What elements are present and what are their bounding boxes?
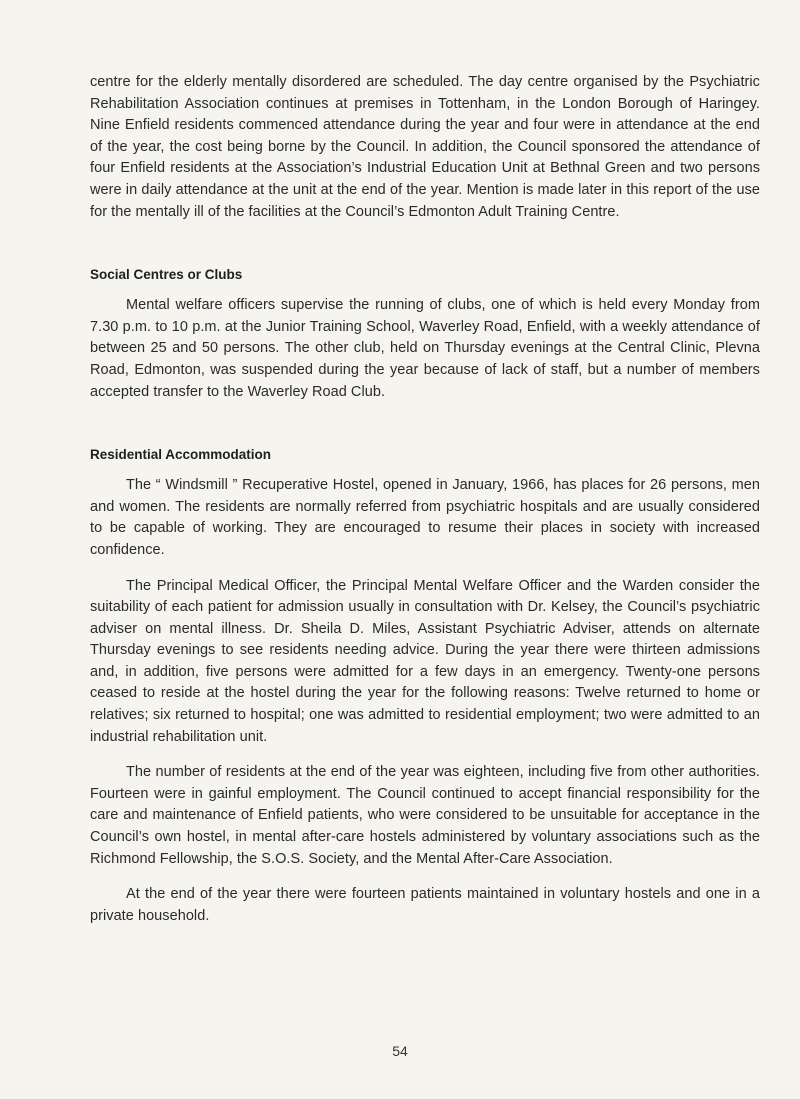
intro-paragraph: centre for the elderly mentally disordered are scheduled. The day centre organised by the Psychiatric Rehabilitation Association continues at premises in Tottenham, in the London Borough of Haringey. Nine Enfield residents commenced attendance during the year and four were in attendance at the end of the year, the cost being borne by the Council. In addition, the Council sponsored the attendance of four Enfield residents at the Association’s Industrial Education Unit at Bethnal Green and two persons were in daily attendance at the unit at the end of the year. Mention is made later in this report of the use for the mentally ill of the facilities at the Council’s Edmonton Adult Training Centre. (90, 74, 760, 220)
heading-residential-accommodation: Residential Accommodation (90, 447, 272, 463)
page-number: 54 (392, 1043, 408, 1059)
section-spacer (90, 403, 760, 445)
document-body (90, 72, 760, 927)
section-spacer (90, 223, 760, 265)
residential-paragraph: The “ Windsmill ” Recuperative Hostel, opened in January, 1966, has places for 26 persons, men and women. The residents are normally referred from psychiatric hospitals and are usually considered to be capable of working. They are encouraged to resume their places in society with increased confidence. (90, 477, 760, 558)
social-paragraph: Mental welfare officers supervise the running of clubs, one of which is held every Monday from 7.30 p.m. to 10 p.m. at the Junior Training School, Waverley Road, Enfield, with a weekly attendance of between 25 and 50 persons. The other club, held on Thursday evenings at the Central Clinic, Plevna Road, Edmonton, was suspended during the year because of lack of staff, but a number of members accepted transfer to the Waverley Road Club. (90, 297, 760, 400)
residential-paragraph: The number of residents at the end of the year was eighteen, including five from other authorities. Fourteen were in gainful employment. The Council continued to accept financial responsibility for the care and maintenance of Enfield patients, who were considered to be unsuitable for acceptance in the Council’s own hostel, in mental after-care hostels administered by voluntary associations such as the Richmond Fellowship, the S.O.S. Society, and the Mental After-Care Association. (90, 764, 760, 867)
residential-paragraph: At the end of the year there were fourteen patients maintained in voluntary hostels and one in a private household. (90, 886, 760, 924)
heading-spacer (90, 285, 760, 295)
residential-paragraph: The Principal Medical Officer, the Principal Mental Welfare Officer and the Warden consider the suitability of each patient for admission usually in consultation with Dr. Kelsey, the Council’s psychiatric adviser on mental illness. Dr. Sheila D. Miles, Assistant Psychiatric Adviser, attends on alternate Thursday evenings to see residents needing advice. During the year there were thirteen admissions and, in addition, five persons were admitted for a few days in an emergency. Twenty-one persons ceased to reside at the hostel during the year for the following reasons: Twelve returned to home or relatives; six returned to hospital; one was admitted to residential employment; two were admitted to an industrial rehabilitation unit. (90, 577, 760, 745)
heading-social-centres: Social Centres or Clubs (90, 267, 243, 283)
heading-spacer (90, 465, 760, 475)
